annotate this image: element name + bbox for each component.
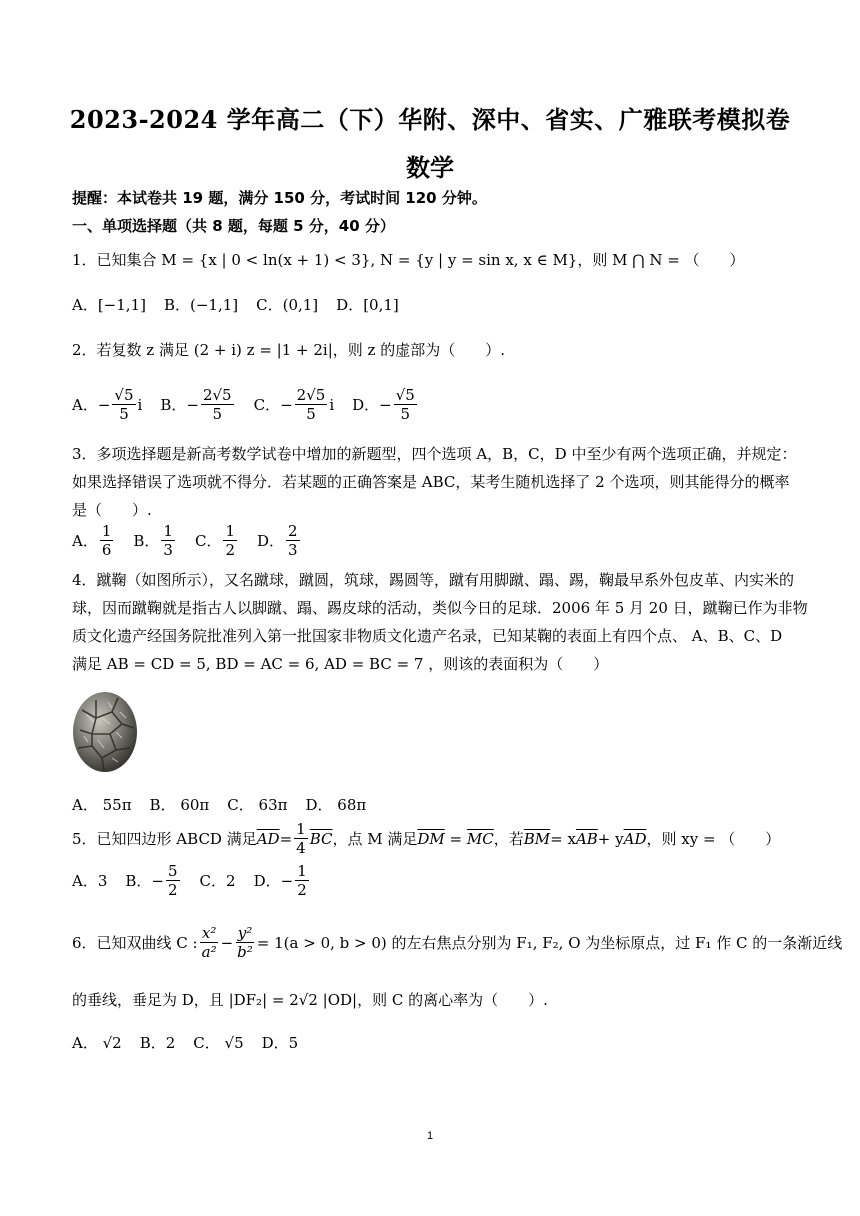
question-1-stem: 1．已知集合 M = {x | 0 < ln(x + 1) < 3}, N = {y | y = sin x, x ∈ M}，则 M ⋂ N = （ ） <box>72 251 745 269</box>
question-4-options <box>72 794 384 815</box>
question-2-option-a: A． − $\frac{√5}{5}$ i <box>72 386 143 423</box>
question-5-stem: 5．已知四边形 ABCD 满足 $\overline{AD}$ = $\frac{1}{4}$ $\overline{BC}$ ，点 M 满足 $\overline{DM}$ = $\overline{MC}$ ，若 $\overline{BM}$ = x $\overline{AB}$ + y $\overline{AD}$ ，则 xy = （ ） <box>72 820 781 857</box>
question-5-option-d: D． − $\frac{1}{2}$ <box>253 862 307 899</box>
question-4-option-b: B． 60π <box>149 796 210 814</box>
question-6-option-d: D．5 <box>261 1034 299 1052</box>
section-heading-single-choice: 一、单项选择题（共 8 题，每题 5 分，40 分） <box>72 217 395 235</box>
question-1-options <box>72 294 417 315</box>
question-1-option-b: B．(−1,1] <box>163 296 239 314</box>
question-3-option-a: A． $\frac{1}{6}$ <box>72 522 112 559</box>
question-2-stem: 2．若复数 z 满足 (2 + i) z = |1 + 2i|，则 z 的虚部为（ ）. <box>72 341 505 359</box>
question-6-stem-line2: 的垂线，垂足为 D，且 |DF₂| = 2√2 |OD|，则 C 的离心率为（ ）. <box>72 991 548 1009</box>
question-6-option-b: B．2 <box>139 1034 176 1052</box>
question-2-option-d: D． − $\frac{√5}{5}$ <box>352 386 415 423</box>
question-1-option-c: C．(0,1] <box>256 296 319 314</box>
question-1-option-d: D．[0,1] <box>336 296 399 314</box>
exam-subject: 数学 <box>406 153 454 182</box>
exam-title: 2023-2024 学年高二（下）华附、深中、省实、广雅联考模拟卷 <box>69 105 791 134</box>
question-6-stem: 6．已知双曲线 C : $\frac{\text{x²}}{\text{a²}}$ − $\frac{\text{y²}}{\text{b²}}$ = 1(a > 0, b > 0) 的左右焦点分别为 F₁, F₂, O 为坐标原点，过 F₁ 作 C 的一条渐近线 <box>72 924 843 961</box>
question-4-option-c: C． 63π <box>227 796 288 814</box>
question-3-option-c: C． $\frac{1}{2}$ <box>194 522 235 559</box>
cuju-ball-image <box>72 688 138 776</box>
question-4-option-d: D． 68π <box>305 796 367 814</box>
exam-notice: 提醒：本试卷共 19 题，满分 150 分，考试时间 120 分钟。 <box>72 189 487 207</box>
question-1-option-a: A．[−1,1] <box>72 296 146 314</box>
question-6-option-c: C． √5 <box>193 1034 244 1052</box>
question-2-options <box>72 386 437 423</box>
question-5-option-b: B． − $\frac{5}{2}$ <box>125 862 178 899</box>
question-3-stem: 3．多项选择题是新高考数学试卷中增加的新题型，四个选项 A，B，C，D 中至少有两个选项正确，并规定： 如果选择错误了选项就不得分．若某题的正确答案是 ABC，某考生随机选择了 2 个选项，则其能得分的概率 是（ ）. <box>72 445 797 519</box>
question-6-options <box>72 1032 316 1053</box>
question-4-option-a: A． 55π <box>72 796 132 814</box>
question-3-options <box>72 522 320 559</box>
question-5-option-c: C．2 <box>199 872 236 890</box>
question-2-option-c: C． − $\frac{2√5}{5}$ i <box>253 386 335 423</box>
question-4-stem: 4．蹴鞠（如图所示），又名蹴球，蹴圆，筑球，踢圆等，蹴有用脚蹴、蹋、踢，鞠最早系外包皮革、内实米的 球，因而蹴鞠就是指古人以脚蹴、蹋、踢皮球的活动，类似今日的足球．2006 年 5 月 20 日，蹴鞠已作为非物 质文化遗产经国务院批准列入第一批国家非物质文化遗产名录，已知某鞠的表面上有四个点、 A、B、C、D 满足 AB = CD = 5, BD = AC = 6, AD = BC = 7 ，则该的表面积为（ ） <box>72 571 808 673</box>
question-5-options <box>72 862 329 899</box>
question-3-option-b: B． $\frac{1}{3}$ <box>133 522 173 559</box>
question-6-option-a: A． √2 <box>72 1034 122 1052</box>
question-5-option-a: A．3 <box>72 872 108 890</box>
question-2-option-b: B． − $\frac{2√5}{5}$ <box>160 386 232 423</box>
question-3-option-d: D． $\frac{2}{3}$ <box>257 522 298 559</box>
page-number: 1 <box>426 1130 434 1142</box>
